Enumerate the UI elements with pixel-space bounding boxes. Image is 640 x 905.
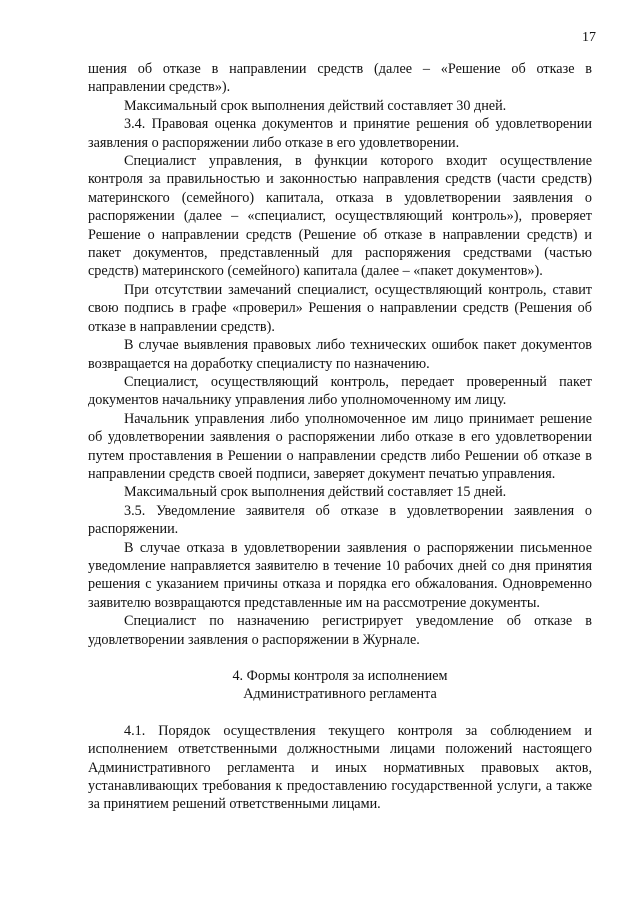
paragraph-5: При отсутствии замечаний специалист, осуществляющий контроль, ставит свою подпись в графе «проверил» Решения о направлении средств (Решения об отказе в направлении средств). <box>88 281 592 335</box>
paragraph-6: В случае выявления правовых либо технических ошибок пакет документов возвращается на доработку специалисту по назначению. <box>88 337 592 372</box>
paragraph-12: Специалист по назначению регистрирует уведомление об отказе в удовлетворении заявления о распоряжении в Журнале. <box>88 613 592 648</box>
paragraph-11: В случае отказа в удовлетворении заявления о распоряжении письменное уведомление направляется заявителю в течение 10 рабочих дней со дня принятия решения с указанием причины отказа и порядка его обжалования. Одновременно заявителю возвращаются представленные им на рассмотрение документы. <box>88 539 592 611</box>
paragraph-2: Максимальный срок выполнения действий составляет 30 дней. <box>124 97 507 114</box>
closing-paragraph: 4.1. Порядок осуществления текущего контроля за соблюдением и исполнением ответственными должностными лицами положений настоящего Административного регламента и иных нормативных правовых актов, устанавливающих требования к предоставлению государственной услуги, а также за принятием решений ответственными лицами. <box>88 722 592 813</box>
section-heading-line-1: 4. Формы контроля за исполнением <box>232 668 448 684</box>
paragraph-3: 3.4. Правовая оценка документов и принятие решения об удовлетворении заявления о распоряжении либо отказе в его удовлетворении. <box>88 116 592 151</box>
page-number: 17 <box>582 30 596 45</box>
paragraph-1: шения об отказе в направлении средств (далее – «Решение об отказе в направлении средств»). <box>88 61 592 96</box>
paragraph-9: Максимальный срок выполнения действий составляет 15 дней. <box>124 484 507 501</box>
paragraph-10: 3.5. Уведомление заявителя об отказе в удовлетворении заявления о распоряжении. <box>88 502 592 538</box>
section-heading-line-2: Административного регламента <box>243 686 437 703</box>
paragraph-8: Начальник управления либо уполномоченное им лицо принимает решение об удовлетворении заявления о распоряжении либо отказе в его удовлетворении путем проставления в Решении о направлении средств либо Решении об отказе в направлении средств своей подписи, заверяет документ печатью управления. <box>88 410 592 482</box>
section-heading <box>88 667 592 704</box>
paragraph-4: Специалист управления, в функции которого входит осуществление контроля за правильностью и законностью направления средств (части средств) материнского (семейного) капитала, отказа в удовлетворении заявления о распоряжении (далее – «специалист, осуществляющий контроль»), проверяет Решение о направлении средств (Решение об отказе в направлении средств) и пакет документов, представленный для распоряжения средствами (частью средств) материнского (семейного) капитала (далее – «пакет документов»). <box>88 153 592 280</box>
document-body <box>88 60 592 814</box>
paragraph-7: Специалист, осуществляющий контроль, передает проверенный пакет документов начальнику управления либо уполномоченному им лицу. <box>88 373 592 409</box>
